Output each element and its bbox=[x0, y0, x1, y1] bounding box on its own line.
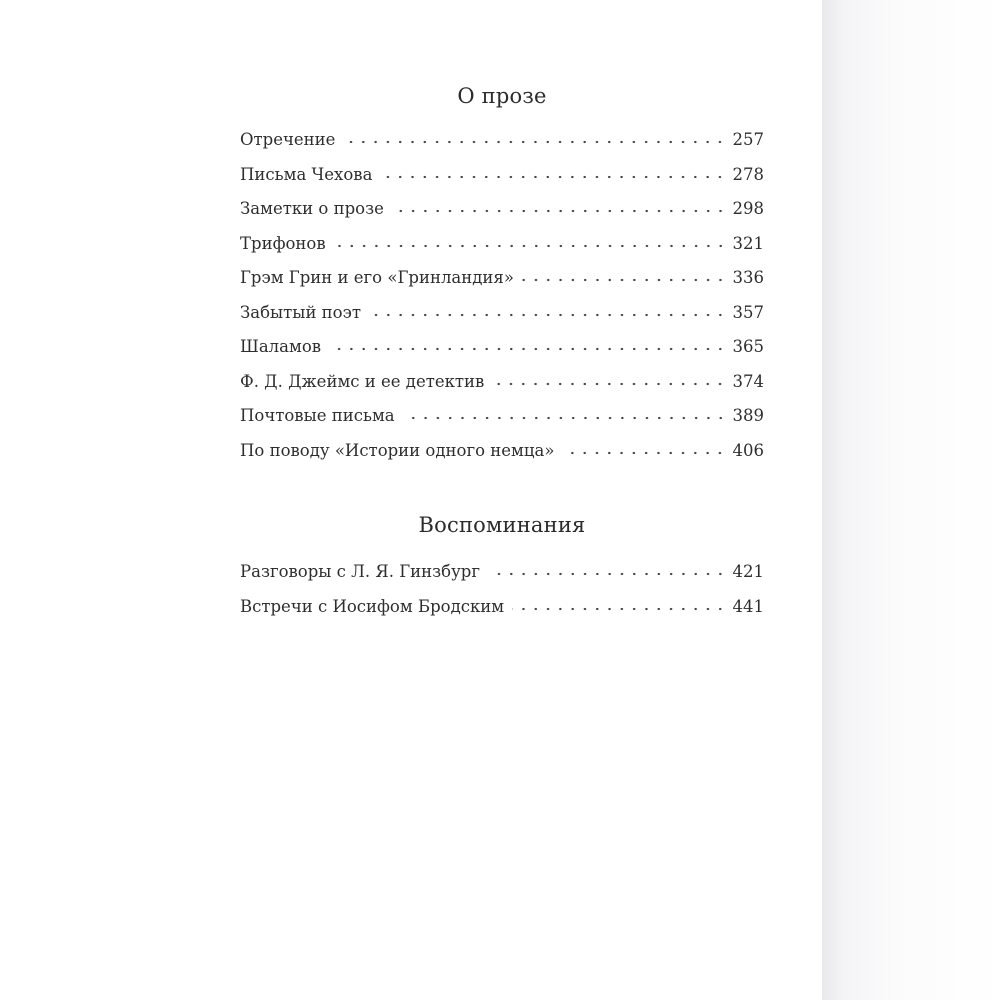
toc-entry-title: Заметки о прозе bbox=[240, 199, 384, 218]
toc-entry-title: Забытый поэт bbox=[240, 302, 361, 322]
dot-leader bbox=[329, 347, 726, 351]
section-title-prose: О прозе bbox=[457, 84, 547, 108]
toc-entry bbox=[240, 441, 764, 476]
toc-entry bbox=[240, 234, 764, 269]
dot-leader bbox=[380, 175, 726, 179]
toc-entry-page: 441 bbox=[732, 596, 764, 616]
dot-leader bbox=[512, 607, 726, 611]
toc-entry bbox=[240, 268, 764, 303]
toc-entry-page: 336 bbox=[732, 268, 764, 287]
toc-entry-title: По поводу «Истории одного немца» bbox=[240, 440, 555, 460]
toc-entry-page: 389 bbox=[732, 406, 764, 425]
toc-entry-title: Письма Чехова bbox=[240, 164, 373, 184]
toc-entry-page: 406 bbox=[732, 440, 764, 460]
dot-leader bbox=[369, 313, 727, 317]
toc-entry bbox=[240, 597, 764, 632]
section-title-memoirs: Воспоминания bbox=[418, 513, 586, 537]
toc-entry bbox=[240, 337, 764, 372]
dot-leader bbox=[343, 140, 726, 144]
toc-entry-page: 365 bbox=[732, 337, 764, 356]
toc-entry bbox=[240, 130, 764, 165]
toc-list-prose bbox=[240, 130, 764, 475]
toc-entry-page: 421 bbox=[732, 562, 764, 581]
toc-entry-page: 357 bbox=[732, 302, 764, 322]
dot-leader bbox=[403, 416, 727, 420]
toc-entry-page: 278 bbox=[732, 164, 764, 184]
toc-entry-title: Шаламов bbox=[240, 337, 322, 356]
dot-leader bbox=[562, 451, 726, 455]
toc-entry-title: Разговоры с Л. Я. Гинзбург bbox=[240, 562, 481, 581]
toc-entry-page: 374 bbox=[732, 371, 764, 391]
dot-leader bbox=[392, 209, 727, 213]
dot-leader bbox=[492, 382, 726, 386]
toc-entry bbox=[240, 165, 764, 200]
toc-entry bbox=[240, 199, 764, 234]
dot-leader bbox=[488, 572, 726, 576]
toc-entry-title: Отречение bbox=[240, 130, 336, 149]
toc-entry-page: 321 bbox=[732, 233, 764, 253]
dot-leader bbox=[334, 244, 727, 248]
toc-entry-title: Грэм Грин и его «Гринландия» bbox=[240, 268, 514, 287]
toc-list-memoirs bbox=[240, 562, 764, 631]
toc-entry bbox=[240, 303, 764, 338]
toc-entry-title: Трифонов bbox=[240, 233, 326, 253]
toc-entry bbox=[240, 406, 764, 441]
page-edge-shadow bbox=[822, 0, 1000, 1000]
toc-entry-page: 257 bbox=[732, 130, 764, 149]
toc-entry-title: Почтовые письма bbox=[240, 406, 395, 425]
toc-entry-title: Ф. Д. Джеймс и ее детектив bbox=[240, 371, 485, 391]
toc-entry bbox=[240, 372, 764, 407]
dot-leader bbox=[522, 278, 727, 282]
toc-entry-page: 298 bbox=[732, 199, 764, 218]
toc-entry-title: Встречи с Иосифом Бродским bbox=[240, 596, 505, 616]
toc-entry bbox=[240, 562, 764, 597]
